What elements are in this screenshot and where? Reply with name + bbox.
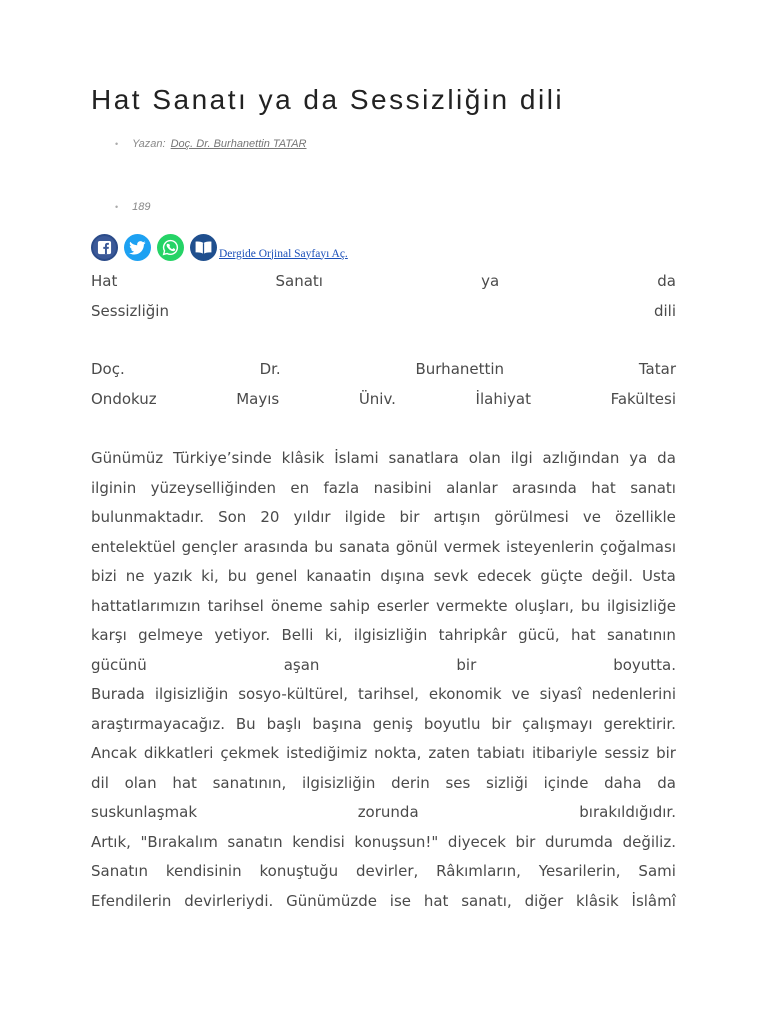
word: gönül	[395, 537, 438, 556]
word: diğer	[524, 891, 564, 910]
word: olan	[468, 449, 501, 467]
word: isteyenlerin	[506, 537, 594, 556]
word: arasında	[512, 478, 577, 497]
body-line	[91, 444, 676, 474]
word: sessiz	[604, 744, 650, 762]
word: başına	[312, 714, 362, 733]
word: ve	[582, 508, 601, 526]
word: ise	[389, 891, 411, 910]
word: suskunlaşmak	[91, 803, 198, 821]
word: artışın	[433, 508, 481, 526]
word: dil	[91, 773, 109, 792]
word: bir	[656, 744, 676, 762]
word: tarihsel	[207, 596, 264, 615]
word: Ondokuz	[91, 389, 157, 408]
word: klâsik	[281, 449, 325, 467]
twitter-icon[interactable]	[124, 234, 151, 261]
word: Fakültesi	[610, 389, 676, 408]
body-line	[91, 680, 676, 710]
word: bu	[227, 567, 247, 585]
word: Yesarilerin,	[538, 862, 621, 880]
body-line	[91, 592, 676, 622]
word: Günümüzde	[286, 891, 377, 910]
word: boyutta.	[613, 655, 676, 674]
share-bar	[91, 231, 348, 261]
word: Burhanettin	[415, 360, 505, 378]
body-line	[91, 739, 676, 769]
word: sanatının	[606, 626, 676, 644]
text-line	[91, 355, 676, 385]
word: özellikle	[615, 508, 676, 526]
author-meta	[115, 136, 307, 152]
word: hat	[591, 478, 616, 497]
word: kendisi	[292, 832, 345, 851]
word: bu	[580, 596, 600, 615]
author-affiliation-block	[91, 355, 676, 414]
word: Sanatı	[275, 272, 323, 290]
word: çekmek	[220, 744, 280, 762]
word: nokta,	[374, 744, 422, 762]
view-count-meta	[115, 199, 151, 215]
word: ya	[629, 449, 648, 467]
word: çoğalması	[599, 537, 676, 556]
word: içinde	[543, 773, 589, 792]
word: Usta	[641, 567, 676, 585]
word: sevk	[433, 567, 469, 585]
word: itibariyle	[531, 744, 598, 762]
word: derin	[391, 773, 430, 792]
word: araştırmayacağız.	[91, 714, 225, 733]
word: entelektüel	[91, 537, 176, 556]
word: sanatlara	[388, 449, 459, 467]
word: yazık	[153, 567, 193, 585]
word: tarihsel,	[358, 685, 419, 703]
word: başlı	[266, 714, 302, 733]
body-line	[91, 769, 676, 799]
word: bir	[515, 832, 536, 851]
word: Üniv.	[358, 389, 396, 408]
word: ekonomik	[428, 685, 502, 703]
word: İslami	[334, 449, 379, 467]
word: sanata	[339, 537, 390, 556]
word: ilgide	[344, 508, 386, 526]
body-line	[91, 474, 676, 504]
word: ki,	[201, 567, 219, 585]
word: çalışmayı	[522, 714, 593, 733]
word: yüzeyselliğinden	[150, 478, 276, 497]
word: görülmesi	[494, 508, 569, 526]
body-line	[91, 857, 676, 887]
word: da	[657, 272, 676, 290]
word: yıldır	[293, 508, 331, 526]
body-line	[91, 621, 676, 651]
word: bizi	[91, 567, 117, 585]
word: sanatı	[630, 478, 676, 497]
word: bir	[456, 655, 477, 674]
word: ilgisizliğin	[154, 685, 229, 703]
word: Dr.	[259, 360, 281, 378]
word: Mayıs	[236, 389, 280, 408]
word: gençler	[181, 537, 238, 556]
word: zorunda	[357, 803, 419, 821]
word: Ancak	[91, 744, 137, 762]
word: güçte	[540, 567, 583, 585]
page-title: Hat Sanatı ya da Sessizliğin dili	[91, 84, 565, 115]
word: Türkiye’sinde	[173, 449, 272, 467]
word: Artık,	[91, 832, 131, 851]
word: en	[290, 478, 310, 497]
word: Râkımların,	[436, 862, 521, 880]
word: 20	[260, 508, 280, 526]
word: alanlar	[446, 478, 498, 497]
word: tahripkâr	[438, 626, 507, 644]
word: Efendilerin	[91, 891, 172, 910]
body-line	[91, 503, 676, 533]
word: bir	[491, 714, 512, 733]
word: dikkatleri	[143, 744, 214, 762]
word: oluşları,	[514, 596, 574, 615]
word: nasibini	[373, 478, 432, 497]
open-original-page-link[interactable]: Dergide Orjinal Sayfayı Aç.	[219, 247, 348, 260]
word: konuşsun!"	[354, 832, 439, 851]
word: ve	[511, 685, 530, 703]
word: ilginin	[91, 478, 137, 497]
bullet: •	[115, 202, 119, 212]
word: ilgisizliğin	[353, 626, 428, 644]
word: Burada	[91, 685, 145, 703]
article-body	[91, 444, 676, 916]
word: karşı	[91, 626, 127, 644]
word: ne	[125, 567, 145, 585]
word: Belli	[281, 626, 314, 644]
word: fazla	[323, 478, 360, 497]
word: konuştuğu	[259, 862, 339, 880]
word: siyasî	[539, 685, 582, 703]
word: "Bırakalım	[140, 832, 218, 851]
word: sizliği	[486, 773, 528, 792]
word: bu	[314, 537, 334, 556]
word: azlığından	[542, 449, 620, 467]
word: kendisinin	[165, 862, 242, 880]
word: Sanatın	[91, 862, 148, 880]
article-heading-block	[91, 267, 676, 326]
word: bir	[399, 508, 420, 526]
word: arasında	[243, 537, 309, 556]
word: daha	[604, 773, 642, 792]
book-icon[interactable]	[190, 234, 217, 261]
word: Tatar	[638, 360, 676, 378]
word: Bu	[235, 714, 256, 733]
word: durumda	[544, 832, 613, 851]
word: vermek	[443, 537, 501, 556]
word: sanatın	[227, 832, 283, 851]
word: hat	[571, 626, 596, 644]
word: gücünü	[91, 655, 147, 674]
word: eserler	[376, 596, 429, 615]
word: sanatının,	[212, 773, 287, 792]
word: devirleriydi.	[184, 891, 274, 910]
author-prefix: Yazan:	[132, 138, 166, 150]
word: diyecek	[447, 832, 506, 851]
word: genel	[255, 567, 298, 585]
word: Son	[218, 508, 247, 526]
word: gerektirir.	[603, 714, 676, 733]
word: edecek	[477, 567, 532, 585]
word: değiliz.	[622, 832, 676, 851]
word: da	[657, 773, 676, 792]
body-line	[91, 710, 676, 740]
bullet: •	[115, 139, 119, 149]
word: aşan	[283, 655, 320, 674]
word: yetiyor.	[214, 626, 271, 644]
word: nedenlerini	[591, 685, 676, 703]
word: tabiatı	[476, 744, 525, 762]
text-line	[91, 297, 676, 327]
whatsapp-icon[interactable]	[157, 234, 184, 261]
word: Hat	[91, 272, 118, 290]
word: zaten	[428, 744, 471, 762]
facebook-icon[interactable]	[91, 234, 118, 261]
word: sosyo-kültürel,	[238, 685, 349, 703]
word: devirler,	[355, 862, 419, 880]
word: ses	[445, 773, 471, 792]
word: geniş	[372, 714, 413, 733]
word: ya	[481, 272, 500, 290]
word: Sami	[638, 862, 676, 880]
word: dili	[653, 301, 676, 320]
view-count: 189	[132, 201, 151, 213]
word: da	[657, 449, 676, 467]
word: sanatı,	[461, 891, 512, 910]
word: Doç.	[91, 360, 125, 378]
text-line	[91, 385, 676, 415]
word: hat	[423, 891, 449, 910]
body-line	[91, 533, 676, 563]
word: öneme	[270, 596, 323, 615]
word: ilgisizliğin	[302, 773, 376, 792]
word: istediğimiz	[286, 744, 368, 762]
word: kanaatin	[306, 567, 372, 585]
word: Günümüz	[91, 449, 164, 467]
word: hat	[172, 773, 197, 792]
word: hattatlarımızın	[91, 596, 201, 615]
word: İlahiyat	[475, 389, 531, 408]
author-link[interactable]: Doç. Dr. Burhanettin TATAR	[170, 138, 307, 150]
word: sahip	[329, 596, 370, 615]
word: boyutlu	[423, 714, 481, 733]
word: bırakıldığıdır.	[579, 803, 676, 821]
word: İslâmî	[631, 891, 676, 910]
word: ki,	[324, 626, 343, 644]
body-line	[91, 828, 676, 858]
word: ilgisizliğe	[607, 596, 676, 615]
text-line	[91, 267, 676, 297]
body-line	[91, 651, 676, 681]
word: bulunmaktadır.	[91, 508, 205, 526]
word: olan	[124, 773, 157, 792]
word: değil.	[591, 567, 634, 585]
body-line	[91, 562, 676, 592]
word: gelmeye	[138, 626, 203, 644]
word: vermekte	[436, 596, 508, 615]
word: dışına	[380, 567, 425, 585]
word: klâsik	[575, 891, 619, 910]
body-line	[91, 798, 676, 828]
body-line	[91, 887, 676, 917]
word: Sessizliğin	[91, 301, 169, 320]
word: gücü,	[518, 626, 560, 644]
word: ilgi	[510, 449, 533, 467]
